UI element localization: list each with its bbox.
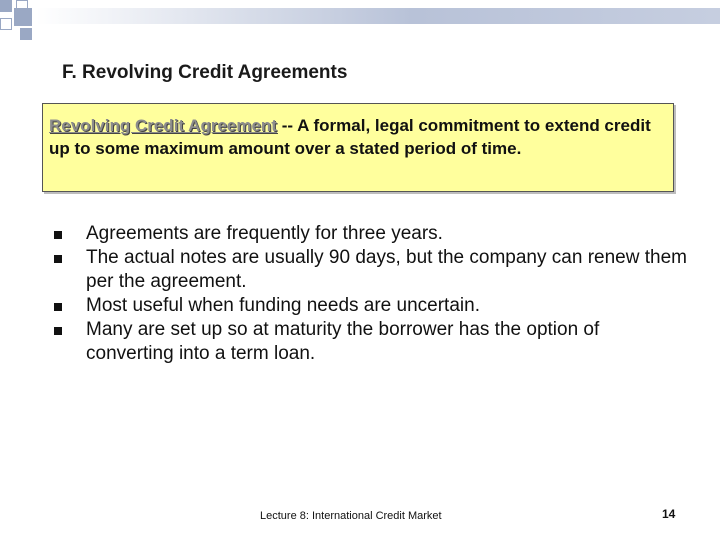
list-item bbox=[52, 222, 692, 246]
bullet-text: Agreements are frequently for three years. bbox=[86, 223, 443, 244]
list-item bbox=[52, 246, 692, 294]
corner-square-decoration bbox=[0, 0, 12, 12]
corner-square-decoration bbox=[14, 8, 32, 26]
square-bullet-icon bbox=[54, 255, 62, 263]
page-number: 14 bbox=[662, 507, 676, 521]
square-bullet-icon bbox=[54, 303, 62, 311]
corner-square-decoration bbox=[0, 18, 12, 30]
definition-box bbox=[42, 103, 674, 192]
slide-footer: Lecture 8: International Credit Market bbox=[260, 510, 442, 522]
list-item bbox=[52, 318, 692, 366]
list-item bbox=[52, 294, 692, 318]
header-gradient-bar bbox=[36, 8, 720, 24]
corner-square-decoration bbox=[20, 28, 32, 40]
bullet-text: Most useful when funding needs are uncertain. bbox=[86, 295, 480, 316]
bullet-list bbox=[52, 222, 692, 366]
square-bullet-icon bbox=[54, 231, 62, 239]
definition-term: Revolving Credit Agreement bbox=[49, 116, 277, 135]
square-bullet-icon bbox=[54, 327, 62, 335]
slide-title: F. Revolving Credit Agreements bbox=[62, 62, 348, 83]
bullet-text: The actual notes are usually 90 days, but the company can renew them per the agreement. bbox=[86, 247, 687, 292]
bullet-text: Many are set up so at maturity the borrower has the option of converting into a term loan. bbox=[86, 319, 600, 364]
definition-text: -- A formal, legal commitment to extend credit up to some maximum amount over a stated period of time. bbox=[49, 116, 651, 158]
